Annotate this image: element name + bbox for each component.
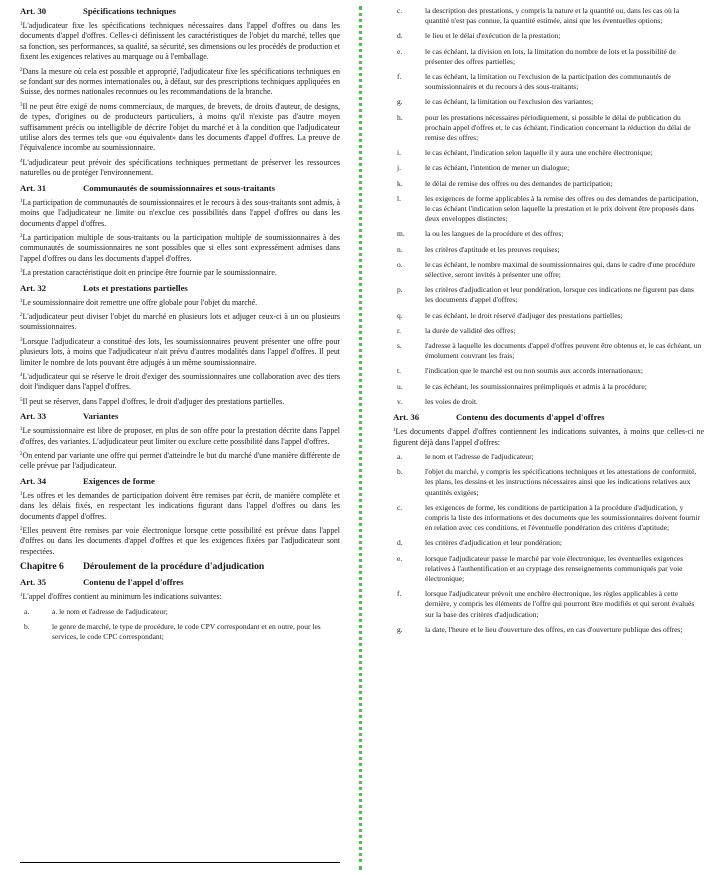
- paragraph-text: Dans la mesure où cela est possible et approprié, l'adjudicateur fixe les spécifications techniques en se fondant sur des normes internationales ou, à défaut, sur des prescriptions techniques appliquées en Suisse, des normes nationales reconnues ou les recommandations de la branche.: [20, 66, 340, 97]
- paragraph-number: 1: [20, 491, 23, 497]
- article-number: Art. 35: [20, 577, 47, 588]
- article-number: Art. 34: [20, 475, 47, 486]
- list-item: [393, 366, 704, 376]
- paragraph-text: La participation multiple de sous-traitants ou la participation multiple de soumissionnaires à des communautés de soumissionnaires ne sont possibles que si elles sont expressément admises dans l'appel d'offres ou dans les documents d'appel d'offres.: [20, 232, 340, 263]
- list-item: [393, 260, 704, 280]
- list-item: [393, 625, 704, 635]
- list-item: [393, 326, 704, 336]
- list-item-text: les exigences de forme applicables à la remise des offres ou des demandes de participation, le cas échéant l'indication selon laquelle la prestation et le prix doivent être proposés dans deux enveloppes distinctes;: [425, 193, 699, 224]
- article-number: Art. 36: [393, 412, 420, 423]
- paragraph-number: 4: [20, 372, 23, 378]
- paragraph-number: 2: [20, 527, 23, 533]
- article-number: Art. 30: [20, 6, 47, 16]
- list-item: [393, 148, 704, 158]
- list-item-text: l'objet du marché, y compris les spécifications techniques et les attestations de conformité, les plans, les dessins et les instructions nécessaires ainsi que les indications relatives aux quantités exigées;: [425, 467, 697, 497]
- list-item: [20, 622, 340, 642]
- list-item-letter: t.: [397, 366, 401, 376]
- article-title: Communautés de soumissionnaires et sous-traitants: [83, 182, 275, 193]
- list-item-letter: q.: [397, 310, 403, 320]
- list-item-letter: k.: [397, 178, 403, 188]
- paragraph-number: 3: [20, 102, 23, 108]
- paragraph: [20, 102, 340, 154]
- list-item-letter: n.: [397, 244, 403, 254]
- paragraph-number: 1: [20, 198, 23, 204]
- list-item: [393, 31, 704, 41]
- paragraph-text: L'adjudicateur peut diviser l'objet du marché en plusieurs lots et adjuger ceux-ci à un ou plusieurs soumissionnaires.: [20, 311, 340, 332]
- list-item-letter: f.: [397, 589, 402, 599]
- list-item: [393, 6, 704, 26]
- list-item-letter: v.: [397, 396, 403, 406]
- paragraph-text: La participation de communautés de soumissionnaires et le recours à des sous-traitants sont admis, à moins que l'adjudicateur ne limite ou n'exclue ces possibilités dans l'appel d'offres ou dans les documents d'appel d'offres.: [20, 197, 340, 228]
- paragraph-text: Lorsque l'adjudicateur a constitué des lots, les soumissionnaires peuvent présenter une offre pour plusieurs lots, à moins que l'adjudicateur n'ait prévu d'autres modalités dans l'appel d'offres. Il peut limiter le nombre de lots pouvant être adjugés à un même soumissionnaire.: [20, 336, 340, 367]
- right-column: [393, 6, 704, 640]
- list-item: [20, 607, 340, 617]
- list-item-text: a. le nom et l'adresse de l'adjudicateur;: [52, 606, 168, 616]
- list-item-letter: m.: [397, 229, 405, 239]
- paragraph-number: 3: [20, 337, 23, 343]
- paragraph-number: 2: [20, 67, 23, 73]
- list-item-text: la description des prestations, y compris la nature et la quantité ou, dans les cas où la quantité n'est pas connue, la quantité estimée, ainsi que les éventuelles options;: [425, 6, 680, 26]
- list-item-letter: o.: [397, 259, 403, 269]
- list-item-text: les critères d'adjudication et leur pondération, lorsque ces indications ne figurent pas dans les documents d'appel d'offres;: [425, 285, 694, 305]
- list-item: [393, 341, 704, 361]
- list-item-letter: a.: [24, 606, 30, 616]
- list-item-letter: s.: [397, 341, 402, 351]
- paragraph-text: L'appel d'offres contient au minimum les indications suivantes:: [22, 592, 222, 602]
- chapter-number: Chapitre 6: [20, 561, 64, 573]
- paragraph-text: Les documents d'appel d'offres contiennent les indications suivantes, à moins que celles-ci ne figurent déjà dans l'appel d'offres:: [393, 427, 704, 447]
- article-heading: [20, 283, 340, 294]
- list-item: [393, 97, 704, 107]
- article-heading: [20, 577, 340, 588]
- list-item-letter: j.: [397, 163, 401, 173]
- article-title: Contenu des documents d'appel d'offres: [456, 412, 605, 423]
- list-item: [393, 285, 704, 305]
- article-title: Lots et prestations partielles: [83, 282, 188, 293]
- list-item-letter: c.: [397, 6, 403, 15]
- list-item-text: le genre de marché, le type de procédure, le code CPV correspondant et en outre, pour les services, le code CPC correspondant;: [52, 621, 321, 642]
- list-item-text: la durée de validité des offres;: [425, 325, 516, 335]
- list-item-text: le cas échéant, la limitation ou l'exclusion des variantes;: [425, 97, 594, 107]
- paragraph-number: 1: [20, 593, 23, 599]
- list-item: [393, 538, 704, 548]
- article-title: Exigences de forme: [83, 475, 155, 486]
- paragraph: [393, 427, 704, 448]
- list-item: [393, 179, 704, 189]
- list-item: [393, 503, 704, 534]
- list-item-text: le cas échéant, la limitation ou l'exclusion de la participation des communautés de soumissionnaires et du recours à des sous-traitants;: [425, 72, 671, 92]
- list-item-letter: p.: [397, 285, 403, 295]
- paragraph: [20, 426, 340, 447]
- paragraph-text: L'adjudicateur fixe les spécifications techniques nécessaires dans l'appel d'offres ou dans les documents d'appel d'offres. Celles-ci définissent les caractéristiques de l'objet du marché, telles que sa fonction, ses performances, sa qualité, sa sécurité, ses dimensions ou les procédés de production et fixent les exigences relatives au marquage ou à l'emballage.: [20, 21, 340, 62]
- article-heading: [393, 412, 704, 423]
- paragraph-text: Le soumissionnaire est libre de proposer, en plus de son offre pour la prestation décrite dans l'appel d'offres, des variantes. L'adjudicateur peut limiter ou exclure cette possibilité dans l'appel d'offres.: [20, 426, 340, 446]
- article-heading: [20, 476, 340, 487]
- list-item: [393, 554, 704, 585]
- list-item-text: les voies de droit.: [425, 396, 478, 406]
- list-item-text: lorsque l'adjudicateur passe le marché par voie électronique, les éventuelles exigences relatives à l'authentification et au cryptage des renseignements communiqués par voie électronique;: [425, 553, 684, 583]
- list-item-letter: c.: [397, 502, 403, 512]
- list-item: [393, 245, 704, 255]
- article-heading: [20, 411, 340, 422]
- paragraph-number: 1: [20, 298, 23, 304]
- list-item-letter: b.: [397, 467, 403, 477]
- list-item-text: les critères d'aptitude et les preuves requises;: [425, 244, 560, 254]
- paragraph-text: L'adjudicateur qui se réserve le droit d'exiger des soumissionnaires une collaboration avec des tiers doit l'indiquer dans l'appel d'offres.: [20, 371, 340, 392]
- chapter-title: Déroulement de la procédure d'adjudication: [83, 561, 265, 573]
- list-item-text: la date, l'heure et le lieu d'ouverture des offres, en cas d'ouverture publique des offres;: [425, 624, 683, 634]
- article-heading: [20, 6, 340, 17]
- list-item: [393, 311, 704, 321]
- article-title: Contenu de l'appel d'offres: [83, 577, 184, 588]
- list-item: [393, 382, 704, 392]
- list-item: [393, 589, 704, 620]
- list-item-letter: f.: [397, 72, 402, 82]
- footnote-rule: [20, 862, 340, 863]
- list-item: [393, 72, 704, 92]
- list-item-text: l'indication que le marché est ou non soumis aux accords internationaux;: [425, 366, 643, 376]
- list-item-text: les critères d'adjudication et leur pondération;: [425, 538, 562, 548]
- article-number: Art. 32: [20, 282, 47, 293]
- paragraph: [20, 21, 340, 63]
- list-item: [393, 113, 704, 144]
- column-divider: [359, 6, 362, 870]
- list-item-text: l'adresse à laquelle les documents d'appel d'offres peuvent être obtenus et, le cas échéant, un émolument couvrant les frais;: [425, 341, 702, 361]
- paragraph-text: Elles peuvent être remises par voie électronique lorsque cette possibilité est prévue dans l'appel d'offres ou dans les documents d'appel d'offres et que les exigences fixées par l'adjudicateur sont respectées.: [20, 526, 340, 556]
- paragraph-number: 3: [20, 269, 23, 275]
- list-item: [393, 163, 704, 173]
- list-item-text: les exigences de forme, les conditions de participation à la procédure d'adjudication, y compris la liste des informations et des documents que les soumissionnaires doivent fournir en relation avec ces conditions, et l'éventuelle pondération des critères d'aptitude;: [425, 502, 700, 533]
- list-item: [393, 47, 704, 67]
- list-item-letter: g.: [397, 97, 403, 107]
- paragraph-number: 2: [20, 452, 23, 457]
- list-item-letter: e.: [397, 46, 403, 56]
- paragraph: [20, 592, 340, 602]
- paragraph-text: Il peut se réserver, dans l'appel d'offres, le droit d'adjuger des prestations partielles.: [22, 396, 285, 406]
- list-item-text: pour les prestations nécessaires périodiquement, si possible le délai de publication du prochain appel d'offres et, le cas échéant, l'indication concernant la réduction du délai de remise des offres;: [425, 112, 691, 143]
- list-item: [393, 397, 704, 407]
- list-item: [393, 229, 704, 239]
- paragraph-number: 2: [20, 233, 23, 239]
- paragraph: [20, 451, 340, 472]
- list-item-letter: r.: [397, 325, 401, 335]
- paragraph-text: On entend par variante une offre qui permet d'atteindre le but du marché d'une manière différente de celle prévue par l'adjudicateur.: [20, 451, 340, 471]
- list-item-text: le cas échéant, la division en lots, la limitation du nombre de lots et la possibilité de présenter des offres partielles;: [425, 46, 676, 66]
- list-item: [393, 452, 704, 462]
- paragraph: [20, 312, 340, 333]
- paragraph-text: Il ne peut être exigé de noms commerciaux, de marques, de brevets, de droits d'auteur, de designs, de types, d'origines ou de producteurs particuliers, à moins qu'il n'existe pas d'autre moyen suffisamment précis ou intelligible de décrire l'objet du marché et à la condition que l'adjudicateur utilise alors des termes tels que «ou équivalent» dans les documents d'appel d'offres. La preuve de l'équivalence incombe au soumissionnaire.: [20, 101, 340, 153]
- list-item-text: lorsque l'adjudicateur prévoit une enchère électronique, les règles applicables à cette dernière, y compris les éléments de l'offre qui pourront être modifiés et qui seront évalués sur la base des critères d'adjudication;: [425, 589, 695, 619]
- list-item-letter: i.: [397, 148, 401, 158]
- paragraph-text: La prestation caractéristique doit en principe être fournie par le soumissionnaire.: [22, 268, 277, 278]
- article-heading: [20, 183, 340, 194]
- paragraph: [20, 397, 340, 407]
- list-item: [393, 194, 704, 225]
- paragraph: [20, 67, 340, 98]
- list-item-text: le délai de remise des offres ou des demandes de participation;: [425, 178, 613, 188]
- list-item-letter: d.: [397, 538, 403, 548]
- list-item-text: le cas échéant, l'intention de mener un dialogue;: [425, 163, 570, 173]
- article-title: Spécifications techniques: [83, 6, 176, 16]
- list-item: [393, 467, 704, 498]
- list-item-text: le cas échéant, le droit réservé d'adjuger des prestations partielles;: [425, 310, 623, 320]
- chapter-heading: [20, 561, 340, 573]
- list-item-letter: u.: [397, 381, 403, 391]
- paragraph-number: 1: [20, 427, 23, 433]
- paragraph: [20, 491, 340, 522]
- list-item-text: la ou les langues de la procédure et des offres;: [425, 229, 564, 239]
- paragraph: [20, 268, 340, 278]
- left-column: [20, 6, 340, 647]
- list-item-letter: b.: [24, 621, 30, 631]
- paragraph: [20, 298, 340, 308]
- paragraph-number: 1: [20, 22, 23, 27]
- paragraph: [20, 372, 340, 393]
- article-title: Variantes: [83, 411, 119, 422]
- list-item-text: le lieu et le délai d'exécution de la prestation;: [425, 31, 561, 41]
- paragraph-text: L'adjudicateur peut prévoir des spécifications techniques permettant de préserver les ressources naturelles ou de protéger l'environnement.: [20, 157, 340, 178]
- paragraph-text: Les offres et les demandes de participation doivent être remises par écrit, de manière complète et dans les délais fixés, en respectant les indications figurant dans l'appel d'offres ou dans les documents d'appel d'offres.: [20, 490, 340, 521]
- list-item-text: le cas échéant, le nombre maximal de soumissionnaires qui, dans le cadre d'une procédure sélective, seront invités à présenter une offre;: [425, 259, 696, 280]
- paragraph: [20, 526, 340, 557]
- paragraph-number: 2: [20, 312, 23, 318]
- paragraph: [20, 337, 340, 368]
- list-item-letter: d.: [397, 31, 403, 41]
- article-number: Art. 33: [20, 411, 47, 422]
- list-item-letter: l.: [397, 193, 401, 203]
- paragraph-number: 4: [20, 158, 23, 164]
- list-item-letter: h.: [397, 112, 403, 122]
- paragraph: [20, 198, 340, 229]
- list-item-text: le cas échéant, l'indication selon laquelle il y aura une enchère électronique;: [425, 148, 653, 158]
- list-item-letter: g.: [397, 624, 403, 634]
- paragraph-number: 5: [20, 397, 23, 403]
- list-item-text: le cas échéant, les soumissionnaires préimpliqués et admis à la procédure;: [425, 381, 647, 391]
- paragraph: [20, 158, 340, 179]
- list-item-text: le nom et l'adresse de l'adjudicateur;: [425, 451, 534, 461]
- list-item-letter: a.: [397, 451, 403, 461]
- paragraph-text: Le soumissionnaire doit remettre une offre globale pour l'objet du marché.: [22, 297, 258, 307]
- list-item-letter: e.: [397, 553, 403, 563]
- paragraph-number: 1: [393, 428, 396, 434]
- article-number: Art. 31: [20, 182, 47, 193]
- paragraph: [20, 233, 340, 264]
